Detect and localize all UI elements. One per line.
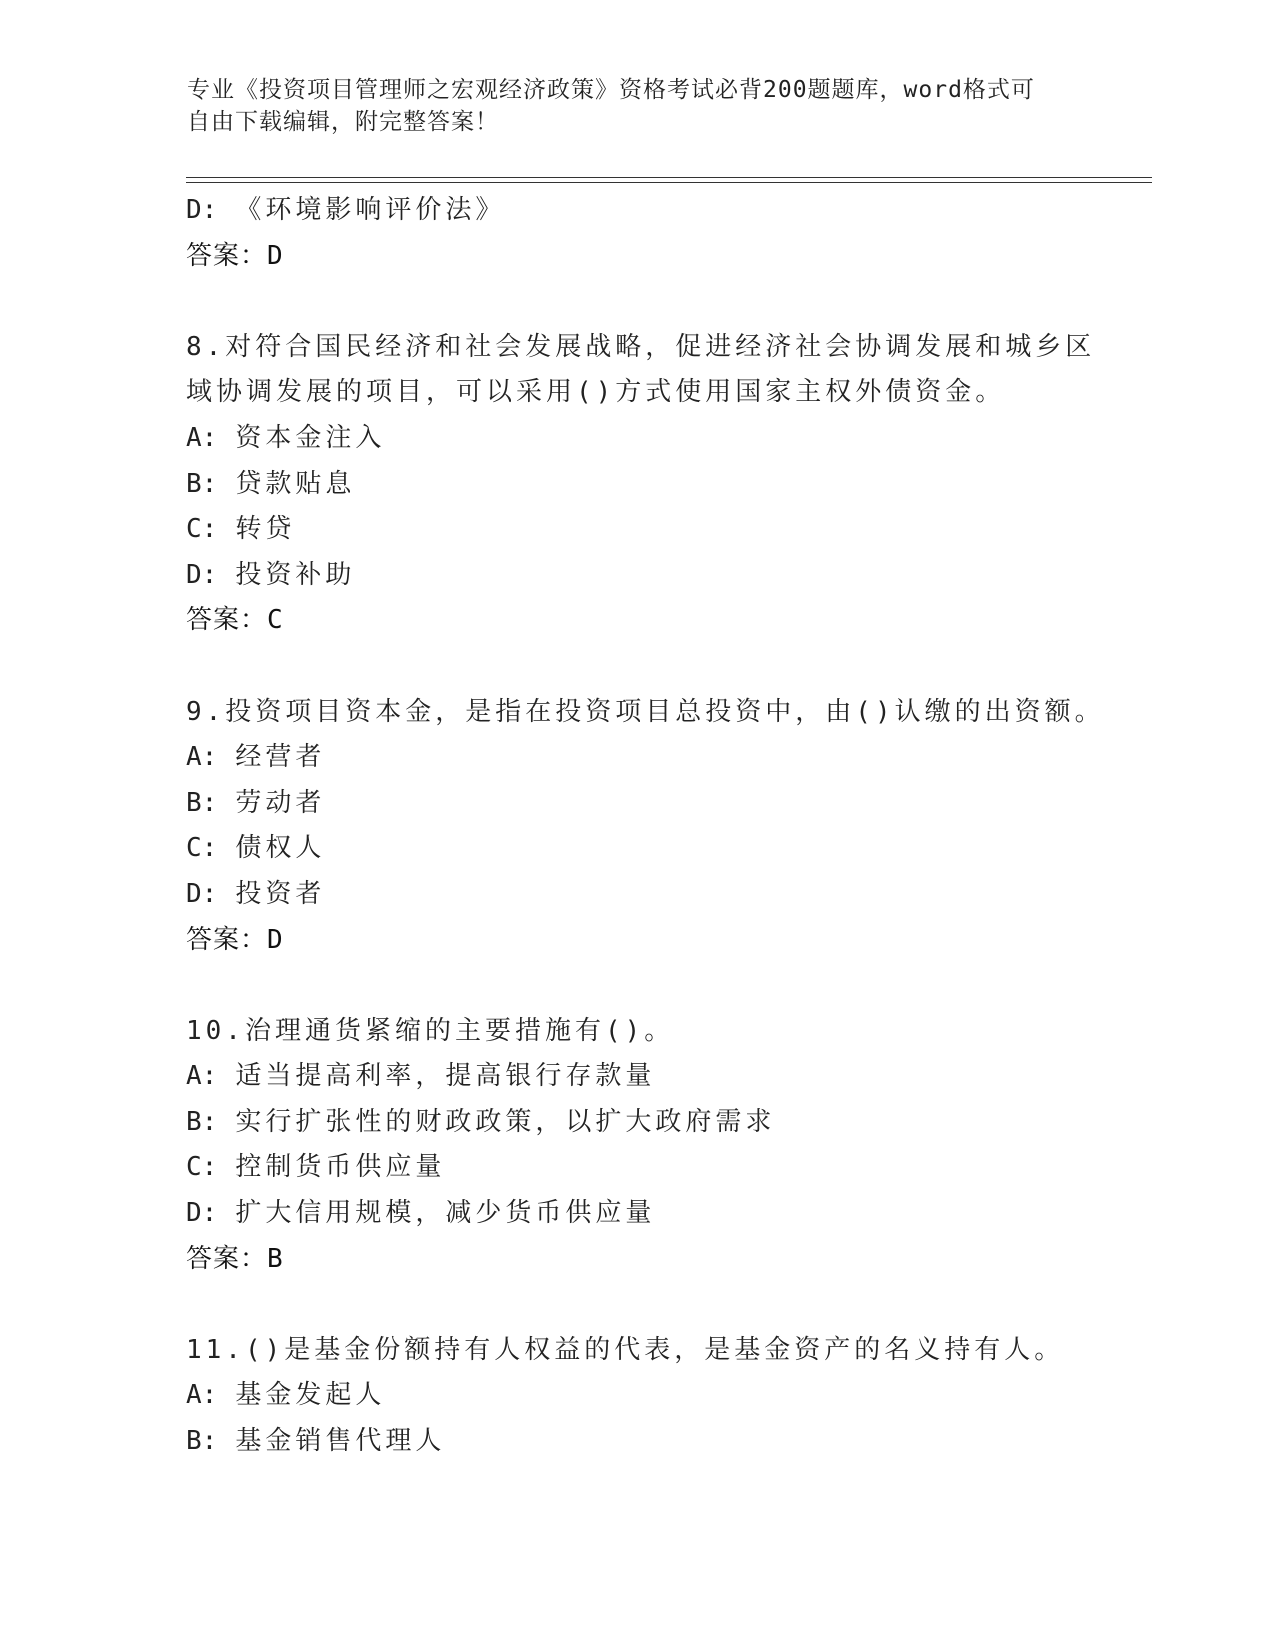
header-line-2: 自由下载编辑，附完整答案！	[187, 109, 499, 135]
option-b	[186, 462, 1146, 508]
answer-line: 答案：D	[186, 240, 284, 271]
option-prefix: C:	[186, 514, 218, 545]
spacer	[186, 279, 1146, 325]
option-prefix: A:	[186, 742, 218, 773]
header-divider-top	[186, 177, 1152, 178]
option-text: 扩大信用规模，减少货币供应量	[235, 1198, 656, 1229]
option-b	[186, 781, 1146, 827]
option-prefix: A:	[186, 1380, 218, 1411]
question-stem-line: 11.()是基金份额持有人权益的代表，是基金资产的名义持有人。	[186, 1334, 1065, 1365]
option-text: 投资者	[235, 878, 326, 909]
header-divider-bottom	[186, 182, 1152, 183]
option-text: 基金发起人	[235, 1380, 386, 1411]
option-d	[186, 872, 1146, 918]
option-b	[186, 1100, 1146, 1146]
option-prefix: D:	[186, 878, 218, 909]
option-prefix: C:	[186, 1152, 218, 1183]
option-a	[186, 1373, 1146, 1419]
option-c	[186, 507, 1146, 553]
option-prefix: B:	[186, 468, 218, 499]
header-line-1: 专业《投资项目管理师之宏观经济政策》资格考试必背200题题库，word格式可	[187, 77, 1035, 103]
spacer	[186, 644, 1146, 690]
option-prefix: D:	[186, 1198, 218, 1229]
question-10	[186, 1009, 1146, 1283]
option-b	[186, 1419, 1146, 1465]
option-text: 转贷	[235, 514, 296, 545]
answer-line: 答案：C	[186, 605, 284, 636]
question-stem-line: 10.治理通货紧缩的主要措施有()。	[186, 1015, 675, 1046]
option-d	[186, 1191, 1146, 1237]
option-prefix: B:	[186, 1426, 218, 1457]
question-8	[186, 325, 1146, 644]
option-text: 贷款贴息	[235, 468, 356, 499]
option-text: 《环境影响评价法》	[235, 195, 506, 225]
option-c	[186, 1145, 1146, 1191]
option-prefix: B:	[186, 787, 218, 818]
option-d	[186, 553, 1146, 599]
option-text: 控制货币供应量	[235, 1152, 446, 1183]
option-prefix: B:	[186, 1106, 218, 1137]
option-text: 债权人	[235, 833, 326, 864]
question-stem-line: 8.对符合国民经济和社会发展战略，促进经济社会协调发展和城乡区	[186, 331, 1096, 362]
option-a	[186, 416, 1146, 462]
option-c	[186, 826, 1146, 872]
spacer	[186, 1282, 1146, 1328]
question-11	[186, 1328, 1146, 1465]
answer-line: 答案：B	[186, 1243, 284, 1274]
option-prefix: A:	[186, 1061, 218, 1092]
document-header	[187, 74, 1087, 138]
option-prefix: C:	[186, 833, 218, 864]
question-list	[186, 188, 1146, 1465]
option-a	[186, 1054, 1146, 1100]
option-a	[186, 735, 1146, 781]
option-text: 实行扩张性的财政政策，以扩大政府需求	[235, 1106, 776, 1137]
option-text: 经营者	[235, 742, 326, 773]
option-text: 投资补助	[235, 559, 356, 590]
option-prefix: D:	[186, 195, 218, 225]
spacer	[186, 963, 1146, 1009]
question-9	[186, 690, 1146, 964]
option-prefix: D:	[186, 559, 218, 590]
question-stem-line: 9.投资项目资本金，是指在投资项目总投资中，由()认缴的出资额。	[186, 696, 1105, 727]
option-text: 基金销售代理人	[235, 1426, 446, 1457]
question-stem-line: 域协调发展的项目，可以采用()方式使用国家主权外债资金。	[186, 377, 1006, 408]
option-text: 资本金注入	[235, 422, 386, 453]
answer-line: 答案：D	[186, 924, 284, 955]
option-d	[186, 188, 1146, 234]
option-prefix: A:	[186, 422, 218, 453]
option-text: 劳动者	[235, 787, 326, 818]
option-text: 适当提高利率，提高银行存款量	[235, 1061, 656, 1092]
